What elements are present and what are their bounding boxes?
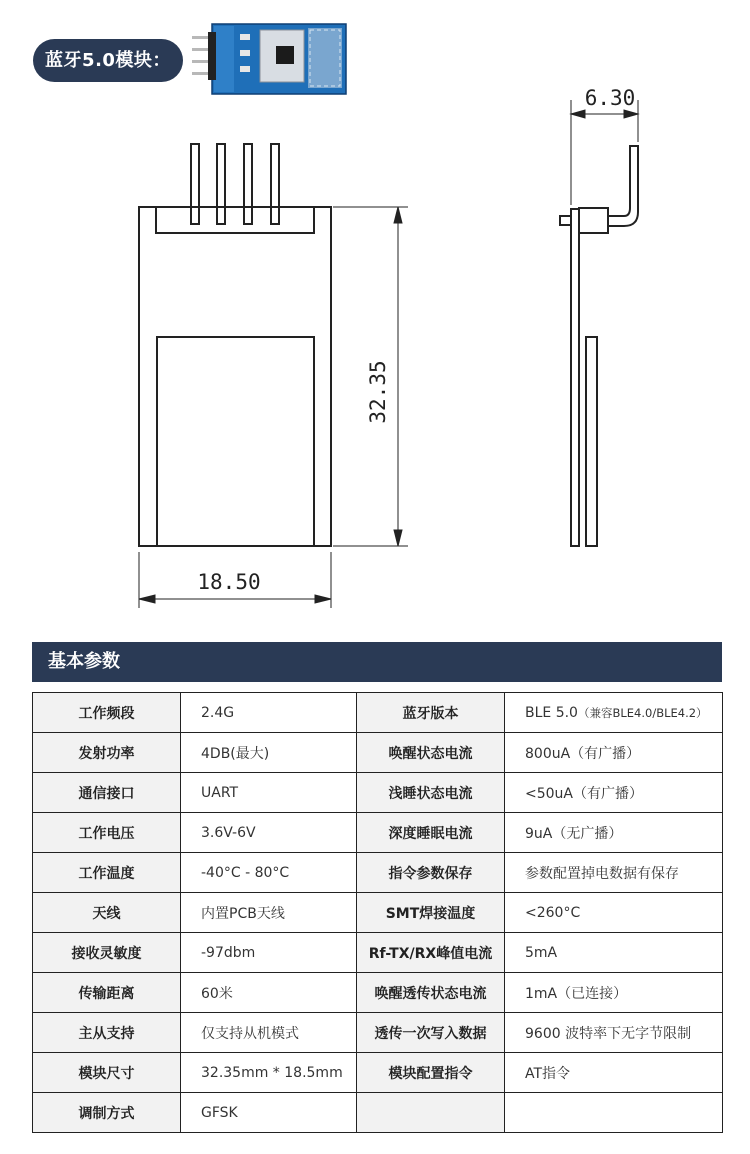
param-value bbox=[505, 693, 723, 733]
param-value-text: <260°C bbox=[525, 904, 581, 921]
table-row bbox=[33, 733, 723, 773]
param-label-text: 通信接口 bbox=[78, 785, 135, 802]
param-label bbox=[357, 813, 505, 853]
depth-dimension-label: 6.30 bbox=[584, 86, 636, 110]
param-value-text: AT指令 bbox=[525, 1065, 571, 1082]
param-label-text: 调制方式 bbox=[78, 1105, 135, 1122]
param-label-text: 唤醒透传状态电流 bbox=[374, 985, 487, 1002]
param-value-text: 5mA bbox=[525, 944, 558, 961]
param-value-text: GFSK bbox=[201, 1104, 238, 1121]
param-value-text: BLE 5.0 bbox=[525, 704, 578, 721]
param-value bbox=[505, 1053, 723, 1093]
param-value bbox=[505, 893, 723, 933]
param-label bbox=[33, 973, 181, 1013]
section-header: 基本参数 bbox=[32, 642, 722, 682]
param-value-text: 1mA（已连接） bbox=[525, 985, 628, 1002]
param-value bbox=[181, 733, 357, 773]
param-label-text: 发射功率 bbox=[78, 745, 135, 762]
param-label-text: Rf-TX/RX峰值电流 bbox=[368, 945, 493, 962]
param-value-text: 9600 波特率下无字节限制 bbox=[525, 1025, 692, 1042]
param-label bbox=[33, 773, 181, 813]
table-row bbox=[33, 813, 723, 853]
param-label bbox=[357, 973, 505, 1013]
param-label-text: 传输距离 bbox=[78, 985, 135, 1002]
param-label bbox=[33, 813, 181, 853]
param-label-text: 浅睡状态电流 bbox=[388, 785, 473, 802]
param-label-text: 工作电压 bbox=[78, 825, 135, 842]
param-note: （兼容BLE4.0/BLE4.2） bbox=[577, 705, 708, 720]
param-value bbox=[181, 773, 357, 813]
table-row bbox=[33, 773, 723, 813]
param-value bbox=[181, 693, 357, 733]
param-value bbox=[505, 853, 723, 893]
table-row bbox=[33, 973, 723, 1013]
param-label-text: 工作温度 bbox=[78, 865, 135, 882]
param-value-text: 9uA（无广播） bbox=[525, 825, 623, 842]
param-value-text: 3.6V-6V bbox=[201, 824, 256, 841]
param-label-text: 深度睡眠电流 bbox=[388, 825, 473, 842]
param-label bbox=[33, 1013, 181, 1053]
param-value bbox=[505, 933, 723, 973]
table-row bbox=[33, 933, 723, 973]
parameter-table bbox=[32, 692, 723, 1133]
param-label-text: 天线 bbox=[92, 905, 121, 922]
param-value-text: 2.4G bbox=[201, 704, 235, 721]
table-row bbox=[33, 1013, 723, 1053]
table-row bbox=[33, 893, 723, 933]
table-row bbox=[33, 693, 723, 733]
param-value-text: -40°C - 80°C bbox=[201, 864, 290, 881]
param-label bbox=[33, 733, 181, 773]
param-value-text: 内置PCB天线 bbox=[201, 905, 285, 922]
param-label-text: 主从支持 bbox=[78, 1025, 135, 1042]
param-label bbox=[33, 1093, 181, 1133]
param-value bbox=[181, 933, 357, 973]
param-label-text: 蓝牙版本 bbox=[402, 705, 459, 722]
param-label bbox=[33, 933, 181, 973]
height-dimension-label: 32.35 bbox=[366, 360, 390, 424]
param-label bbox=[357, 693, 505, 733]
param-value-text: 参数配置掉电数据有保存 bbox=[525, 865, 679, 882]
param-value bbox=[181, 853, 357, 893]
param-label bbox=[357, 853, 505, 893]
param-label-text: 模块配置指令 bbox=[388, 1065, 473, 1082]
param-value bbox=[181, 893, 357, 933]
param-value-text: 仅支持从机模式 bbox=[201, 1025, 299, 1042]
param-value bbox=[505, 733, 723, 773]
param-label bbox=[357, 733, 505, 773]
table-row bbox=[33, 853, 723, 893]
param-value-text: 32.35mm * 18.5mm bbox=[201, 1064, 343, 1081]
param-value-text: 4DB(最大) bbox=[201, 745, 270, 762]
param-label bbox=[357, 1093, 505, 1133]
param-value bbox=[505, 973, 723, 1013]
param-value bbox=[181, 1093, 357, 1133]
param-value-text: 60米 bbox=[201, 985, 233, 1002]
param-label bbox=[357, 1053, 505, 1093]
param-label bbox=[33, 693, 181, 733]
param-label bbox=[33, 893, 181, 933]
param-label bbox=[357, 773, 505, 813]
param-label bbox=[33, 853, 181, 893]
param-value-text: 800uA（有广播） bbox=[525, 745, 641, 762]
param-value bbox=[181, 1053, 357, 1093]
param-label-text: 唤醒状态电流 bbox=[388, 745, 473, 762]
param-value bbox=[505, 813, 723, 853]
param-label-text: 工作频段 bbox=[78, 705, 135, 722]
param-label bbox=[33, 1053, 181, 1093]
param-value bbox=[181, 813, 357, 853]
param-label-text: 模块尺寸 bbox=[78, 1065, 135, 1082]
param-value bbox=[181, 1013, 357, 1053]
width-dimension-label: 18.50 bbox=[197, 570, 261, 594]
param-value-text: <50uA（有广播） bbox=[525, 785, 643, 802]
param-label bbox=[357, 893, 505, 933]
param-value bbox=[505, 773, 723, 813]
param-value bbox=[505, 1013, 723, 1053]
param-label bbox=[357, 1013, 505, 1053]
param-label-text: 指令参数保存 bbox=[388, 865, 473, 882]
table-row bbox=[33, 1053, 723, 1093]
param-label bbox=[357, 933, 505, 973]
param-value bbox=[505, 1093, 723, 1133]
param-label-text: SMT焊接温度 bbox=[385, 905, 476, 922]
table-row bbox=[33, 1093, 723, 1133]
param-value-text: UART bbox=[201, 784, 239, 801]
param-label-text: 透传一次写入数据 bbox=[374, 1025, 487, 1042]
module-title-badge: 蓝牙5.0模块： bbox=[33, 39, 183, 82]
param-value-text: -97dbm bbox=[201, 944, 256, 961]
param-label-text: 接收灵敏度 bbox=[71, 945, 142, 962]
param-value bbox=[181, 973, 357, 1013]
